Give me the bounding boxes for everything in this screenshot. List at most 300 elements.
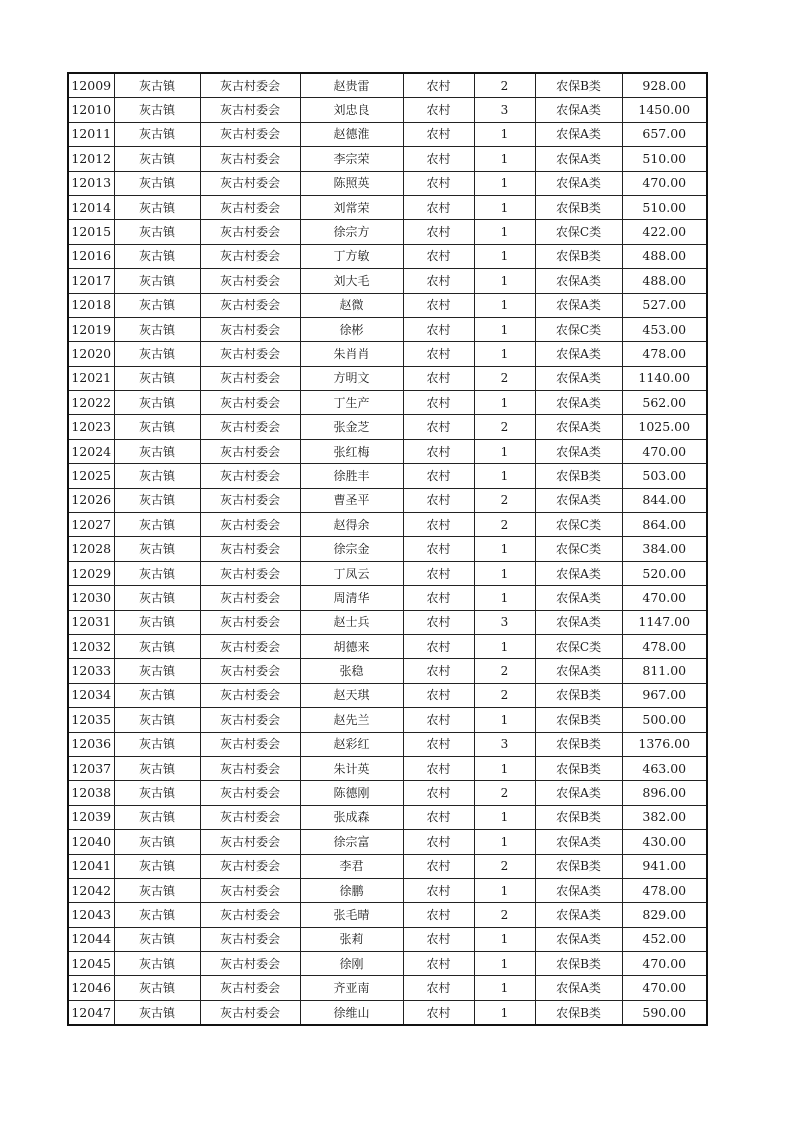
town-cell: 灰古镇	[114, 98, 200, 122]
table-row	[68, 878, 707, 902]
amount-cell: 928.00	[622, 73, 707, 98]
id-cell: 12036	[68, 732, 114, 756]
id-cell: 12025	[68, 464, 114, 488]
amount-cell: 470.00	[622, 171, 707, 195]
name-cell: 张稳	[300, 659, 403, 683]
household-type-cell: 农村	[403, 781, 474, 805]
village-cell: 灰古村委会	[200, 171, 300, 195]
category-cell: 农保C类	[535, 634, 622, 658]
village-cell: 灰古村委会	[200, 708, 300, 732]
town-cell: 灰古镇	[114, 634, 200, 658]
town-cell: 灰古镇	[114, 488, 200, 512]
people-count-cell: 1	[474, 439, 535, 463]
village-cell: 灰古村委会	[200, 293, 300, 317]
household-type-cell: 农村	[403, 488, 474, 512]
table-row	[68, 927, 707, 951]
id-cell: 12035	[68, 708, 114, 732]
name-cell: 张成森	[300, 805, 403, 829]
name-cell: 朱计英	[300, 756, 403, 780]
village-cell: 灰古村委会	[200, 122, 300, 146]
table-row	[68, 439, 707, 463]
category-cell: 农保A类	[535, 439, 622, 463]
table-row	[68, 366, 707, 390]
amount-cell: 422.00	[622, 220, 707, 244]
amount-cell: 478.00	[622, 342, 707, 366]
category-cell: 农保A类	[535, 342, 622, 366]
table-row	[68, 317, 707, 341]
people-count-cell: 1	[474, 317, 535, 341]
household-type-cell: 农村	[403, 220, 474, 244]
people-count-cell: 1	[474, 1000, 535, 1025]
people-count-cell: 3	[474, 610, 535, 634]
amount-cell: 896.00	[622, 781, 707, 805]
amount-cell: 452.00	[622, 927, 707, 951]
town-cell: 灰古镇	[114, 561, 200, 585]
id-cell: 12020	[68, 342, 114, 366]
amount-cell: 1025.00	[622, 415, 707, 439]
table-row	[68, 854, 707, 878]
household-type-cell: 农村	[403, 586, 474, 610]
table-row	[68, 708, 707, 732]
amount-cell: 470.00	[622, 586, 707, 610]
id-cell: 12031	[68, 610, 114, 634]
id-cell: 12027	[68, 513, 114, 537]
table-row	[68, 269, 707, 293]
name-cell: 张红梅	[300, 439, 403, 463]
name-cell: 徐宗方	[300, 220, 403, 244]
name-cell: 赵贵雷	[300, 73, 403, 98]
name-cell: 方明文	[300, 366, 403, 390]
household-type-cell: 农村	[403, 854, 474, 878]
category-cell: 农保A类	[535, 391, 622, 415]
table-row	[68, 976, 707, 1000]
people-count-cell: 1	[474, 952, 535, 976]
people-count-cell: 1	[474, 220, 535, 244]
id-cell: 12030	[68, 586, 114, 610]
town-cell: 灰古镇	[114, 171, 200, 195]
name-cell: 刘大毛	[300, 269, 403, 293]
name-cell: 朱肖肖	[300, 342, 403, 366]
category-cell: 农保B类	[535, 952, 622, 976]
town-cell: 灰古镇	[114, 708, 200, 732]
household-type-cell: 农村	[403, 756, 474, 780]
village-cell: 灰古村委会	[200, 830, 300, 854]
town-cell: 灰古镇	[114, 293, 200, 317]
town-cell: 灰古镇	[114, 756, 200, 780]
amount-cell: 1140.00	[622, 366, 707, 390]
village-cell: 灰古村委会	[200, 513, 300, 537]
amount-cell: 510.00	[622, 195, 707, 219]
village-cell: 灰古村委会	[200, 439, 300, 463]
name-cell: 赵彩红	[300, 732, 403, 756]
people-count-cell: 1	[474, 464, 535, 488]
household-type-cell: 农村	[403, 537, 474, 561]
table-row	[68, 220, 707, 244]
name-cell: 曹圣平	[300, 488, 403, 512]
id-cell: 12018	[68, 293, 114, 317]
name-cell: 徐宗金	[300, 537, 403, 561]
id-cell: 12017	[68, 269, 114, 293]
people-count-cell: 1	[474, 805, 535, 829]
town-cell: 灰古镇	[114, 244, 200, 268]
household-type-cell: 农村	[403, 732, 474, 756]
table-row	[68, 805, 707, 829]
name-cell: 李宗荣	[300, 147, 403, 171]
table-row	[68, 342, 707, 366]
town-cell: 灰古镇	[114, 854, 200, 878]
household-type-cell: 农村	[403, 244, 474, 268]
town-cell: 灰古镇	[114, 952, 200, 976]
people-count-cell: 1	[474, 927, 535, 951]
amount-cell: 510.00	[622, 147, 707, 171]
town-cell: 灰古镇	[114, 342, 200, 366]
id-cell: 12012	[68, 147, 114, 171]
household-type-cell: 农村	[403, 903, 474, 927]
id-cell: 12039	[68, 805, 114, 829]
category-cell: 农保A类	[535, 366, 622, 390]
household-type-cell: 农村	[403, 952, 474, 976]
village-cell: 灰古村委会	[200, 391, 300, 415]
category-cell: 农保A类	[535, 610, 622, 634]
people-count-cell: 3	[474, 732, 535, 756]
town-cell: 灰古镇	[114, 537, 200, 561]
id-cell: 12046	[68, 976, 114, 1000]
category-cell: 农保A类	[535, 293, 622, 317]
id-cell: 12038	[68, 781, 114, 805]
id-cell: 12015	[68, 220, 114, 244]
town-cell: 灰古镇	[114, 781, 200, 805]
town-cell: 灰古镇	[114, 659, 200, 683]
amount-cell: 967.00	[622, 683, 707, 707]
id-cell: 12040	[68, 830, 114, 854]
name-cell: 陈德刚	[300, 781, 403, 805]
table-row	[68, 391, 707, 415]
household-type-cell: 农村	[403, 634, 474, 658]
household-type-cell: 农村	[403, 708, 474, 732]
table-row	[68, 147, 707, 171]
name-cell: 张毛晴	[300, 903, 403, 927]
table-row	[68, 683, 707, 707]
household-type-cell: 农村	[403, 415, 474, 439]
village-cell: 灰古村委会	[200, 244, 300, 268]
household-type-cell: 农村	[403, 1000, 474, 1025]
name-cell: 胡德来	[300, 634, 403, 658]
town-cell: 灰古镇	[114, 976, 200, 1000]
id-cell: 12013	[68, 171, 114, 195]
village-cell: 灰古村委会	[200, 537, 300, 561]
town-cell: 灰古镇	[114, 464, 200, 488]
table-row	[68, 195, 707, 219]
table-row	[68, 293, 707, 317]
id-cell: 12023	[68, 415, 114, 439]
amount-cell: 453.00	[622, 317, 707, 341]
village-cell: 灰古村委会	[200, 366, 300, 390]
household-type-cell: 农村	[403, 171, 474, 195]
category-cell: 农保B类	[535, 1000, 622, 1025]
village-cell: 灰古村委会	[200, 586, 300, 610]
table-row	[68, 830, 707, 854]
table-row	[68, 781, 707, 805]
id-cell: 12014	[68, 195, 114, 219]
people-count-cell: 1	[474, 830, 535, 854]
people-count-cell: 1	[474, 756, 535, 780]
household-type-cell: 农村	[403, 513, 474, 537]
amount-cell: 562.00	[622, 391, 707, 415]
amount-cell: 811.00	[622, 659, 707, 683]
id-cell: 12042	[68, 878, 114, 902]
town-cell: 灰古镇	[114, 830, 200, 854]
table-row	[68, 561, 707, 585]
category-cell: 农保C类	[535, 537, 622, 561]
category-cell: 农保A类	[535, 415, 622, 439]
town-cell: 灰古镇	[114, 927, 200, 951]
amount-cell: 844.00	[622, 488, 707, 512]
village-cell: 灰古村委会	[200, 878, 300, 902]
town-cell: 灰古镇	[114, 513, 200, 537]
town-cell: 灰古镇	[114, 732, 200, 756]
amount-cell: 590.00	[622, 1000, 707, 1025]
id-cell: 12009	[68, 73, 114, 98]
household-type-cell: 农村	[403, 98, 474, 122]
amount-cell: 384.00	[622, 537, 707, 561]
category-cell: 农保B类	[535, 708, 622, 732]
town-cell: 灰古镇	[114, 610, 200, 634]
table-row	[68, 415, 707, 439]
name-cell: 丁方敏	[300, 244, 403, 268]
village-cell: 灰古村委会	[200, 488, 300, 512]
village-cell: 灰古村委会	[200, 903, 300, 927]
village-cell: 灰古村委会	[200, 147, 300, 171]
people-count-cell: 2	[474, 488, 535, 512]
name-cell: 徐胜丰	[300, 464, 403, 488]
household-type-cell: 农村	[403, 683, 474, 707]
village-cell: 灰古村委会	[200, 220, 300, 244]
table-row	[68, 98, 707, 122]
household-type-cell: 农村	[403, 927, 474, 951]
name-cell: 赵得余	[300, 513, 403, 537]
name-cell: 齐亚南	[300, 976, 403, 1000]
table-row	[68, 586, 707, 610]
village-cell: 灰古村委会	[200, 342, 300, 366]
name-cell: 李君	[300, 854, 403, 878]
people-count-cell: 1	[474, 244, 535, 268]
people-count-cell: 1	[474, 342, 535, 366]
people-count-cell: 1	[474, 269, 535, 293]
category-cell: 农保B类	[535, 805, 622, 829]
town-cell: 灰古镇	[114, 147, 200, 171]
table-row	[68, 952, 707, 976]
village-cell: 灰古村委会	[200, 415, 300, 439]
household-type-cell: 农村	[403, 293, 474, 317]
amount-cell: 430.00	[622, 830, 707, 854]
category-cell: 农保B类	[535, 683, 622, 707]
household-type-cell: 农村	[403, 561, 474, 585]
people-count-cell: 1	[474, 147, 535, 171]
people-count-cell: 3	[474, 98, 535, 122]
id-cell: 12037	[68, 756, 114, 780]
amount-cell: 1376.00	[622, 732, 707, 756]
table-row	[68, 513, 707, 537]
name-cell: 陈照英	[300, 171, 403, 195]
town-cell: 灰古镇	[114, 122, 200, 146]
table-row	[68, 659, 707, 683]
amount-cell: 1450.00	[622, 98, 707, 122]
category-cell: 农保A类	[535, 98, 622, 122]
town-cell: 灰古镇	[114, 683, 200, 707]
amount-cell: 488.00	[622, 244, 707, 268]
people-count-cell: 1	[474, 586, 535, 610]
household-type-cell: 农村	[403, 391, 474, 415]
village-cell: 灰古村委会	[200, 927, 300, 951]
name-cell: 徐彬	[300, 317, 403, 341]
category-cell: 农保B类	[535, 854, 622, 878]
people-count-cell: 2	[474, 903, 535, 927]
category-cell: 农保A类	[535, 269, 622, 293]
name-cell: 赵天琪	[300, 683, 403, 707]
category-cell: 农保B类	[535, 244, 622, 268]
town-cell: 灰古镇	[114, 220, 200, 244]
people-count-cell: 1	[474, 391, 535, 415]
people-count-cell: 1	[474, 634, 535, 658]
household-type-cell: 农村	[403, 317, 474, 341]
village-cell: 灰古村委会	[200, 1000, 300, 1025]
amount-cell: 382.00	[622, 805, 707, 829]
category-cell: 农保A类	[535, 659, 622, 683]
table-row	[68, 537, 707, 561]
id-cell: 12016	[68, 244, 114, 268]
people-count-cell: 2	[474, 513, 535, 537]
name-cell: 徐鹏	[300, 878, 403, 902]
household-type-cell: 农村	[403, 269, 474, 293]
village-cell: 灰古村委会	[200, 854, 300, 878]
amount-cell: 520.00	[622, 561, 707, 585]
id-cell: 12043	[68, 903, 114, 927]
allowance-table	[67, 72, 708, 1026]
household-type-cell: 农村	[403, 147, 474, 171]
village-cell: 灰古村委会	[200, 269, 300, 293]
amount-cell: 500.00	[622, 708, 707, 732]
id-cell: 12041	[68, 854, 114, 878]
name-cell: 周清华	[300, 586, 403, 610]
household-type-cell: 农村	[403, 659, 474, 683]
village-cell: 灰古村委会	[200, 634, 300, 658]
amount-cell: 488.00	[622, 269, 707, 293]
table-row	[68, 732, 707, 756]
id-cell: 12024	[68, 439, 114, 463]
town-cell: 灰古镇	[114, 195, 200, 219]
amount-cell: 657.00	[622, 122, 707, 146]
name-cell: 张莉	[300, 927, 403, 951]
category-cell: 农保A类	[535, 122, 622, 146]
village-cell: 灰古村委会	[200, 464, 300, 488]
people-count-cell: 1	[474, 976, 535, 1000]
town-cell: 灰古镇	[114, 878, 200, 902]
village-cell: 灰古村委会	[200, 683, 300, 707]
household-type-cell: 农村	[403, 805, 474, 829]
name-cell: 赵先兰	[300, 708, 403, 732]
name-cell: 丁生产	[300, 391, 403, 415]
category-cell: 农保B类	[535, 732, 622, 756]
table-row	[68, 244, 707, 268]
town-cell: 灰古镇	[114, 391, 200, 415]
amount-cell: 527.00	[622, 293, 707, 317]
table-row	[68, 73, 707, 98]
id-cell: 12034	[68, 683, 114, 707]
people-count-cell: 2	[474, 659, 535, 683]
village-cell: 灰古村委会	[200, 561, 300, 585]
amount-cell: 864.00	[622, 513, 707, 537]
people-count-cell: 2	[474, 781, 535, 805]
village-cell: 灰古村委会	[200, 610, 300, 634]
people-count-cell: 2	[474, 73, 535, 98]
category-cell: 农保C类	[535, 317, 622, 341]
people-count-cell: 1	[474, 171, 535, 195]
name-cell: 徐刚	[300, 952, 403, 976]
people-count-cell: 1	[474, 708, 535, 732]
id-cell: 12021	[68, 366, 114, 390]
id-cell: 12047	[68, 1000, 114, 1025]
id-cell: 12044	[68, 927, 114, 951]
household-type-cell: 农村	[403, 878, 474, 902]
village-cell: 灰古村委会	[200, 805, 300, 829]
name-cell: 赵德淮	[300, 122, 403, 146]
people-count-cell: 1	[474, 122, 535, 146]
village-cell: 灰古村委会	[200, 952, 300, 976]
category-cell: 农保A类	[535, 147, 622, 171]
category-cell: 农保A类	[535, 561, 622, 585]
people-count-cell: 2	[474, 415, 535, 439]
amount-cell: 463.00	[622, 756, 707, 780]
people-count-cell: 1	[474, 195, 535, 219]
id-cell: 12045	[68, 952, 114, 976]
table-row	[68, 122, 707, 146]
category-cell: 农保A类	[535, 878, 622, 902]
name-cell: 徐维山	[300, 1000, 403, 1025]
id-cell: 12011	[68, 122, 114, 146]
people-count-cell: 1	[474, 878, 535, 902]
amount-cell: 1147.00	[622, 610, 707, 634]
category-cell: 农保B类	[535, 464, 622, 488]
village-cell: 灰古村委会	[200, 781, 300, 805]
id-cell: 12010	[68, 98, 114, 122]
town-cell: 灰古镇	[114, 903, 200, 927]
town-cell: 灰古镇	[114, 415, 200, 439]
name-cell: 赵微	[300, 293, 403, 317]
name-cell: 刘常荣	[300, 195, 403, 219]
category-cell: 农保A类	[535, 903, 622, 927]
town-cell: 灰古镇	[114, 269, 200, 293]
id-cell: 12019	[68, 317, 114, 341]
category-cell: 农保A类	[535, 171, 622, 195]
amount-cell: 941.00	[622, 854, 707, 878]
village-cell: 灰古村委会	[200, 195, 300, 219]
category-cell: 农保A类	[535, 586, 622, 610]
people-count-cell: 1	[474, 293, 535, 317]
village-cell: 灰古村委会	[200, 98, 300, 122]
people-count-cell: 2	[474, 854, 535, 878]
name-cell: 张金芝	[300, 415, 403, 439]
town-cell: 灰古镇	[114, 366, 200, 390]
household-type-cell: 农村	[403, 366, 474, 390]
category-cell: 农保A类	[535, 781, 622, 805]
name-cell: 赵士兵	[300, 610, 403, 634]
table-row	[68, 1000, 707, 1025]
town-cell: 灰古镇	[114, 1000, 200, 1025]
people-count-cell: 1	[474, 561, 535, 585]
town-cell: 灰古镇	[114, 73, 200, 98]
village-cell: 灰古村委会	[200, 732, 300, 756]
id-cell: 12028	[68, 537, 114, 561]
